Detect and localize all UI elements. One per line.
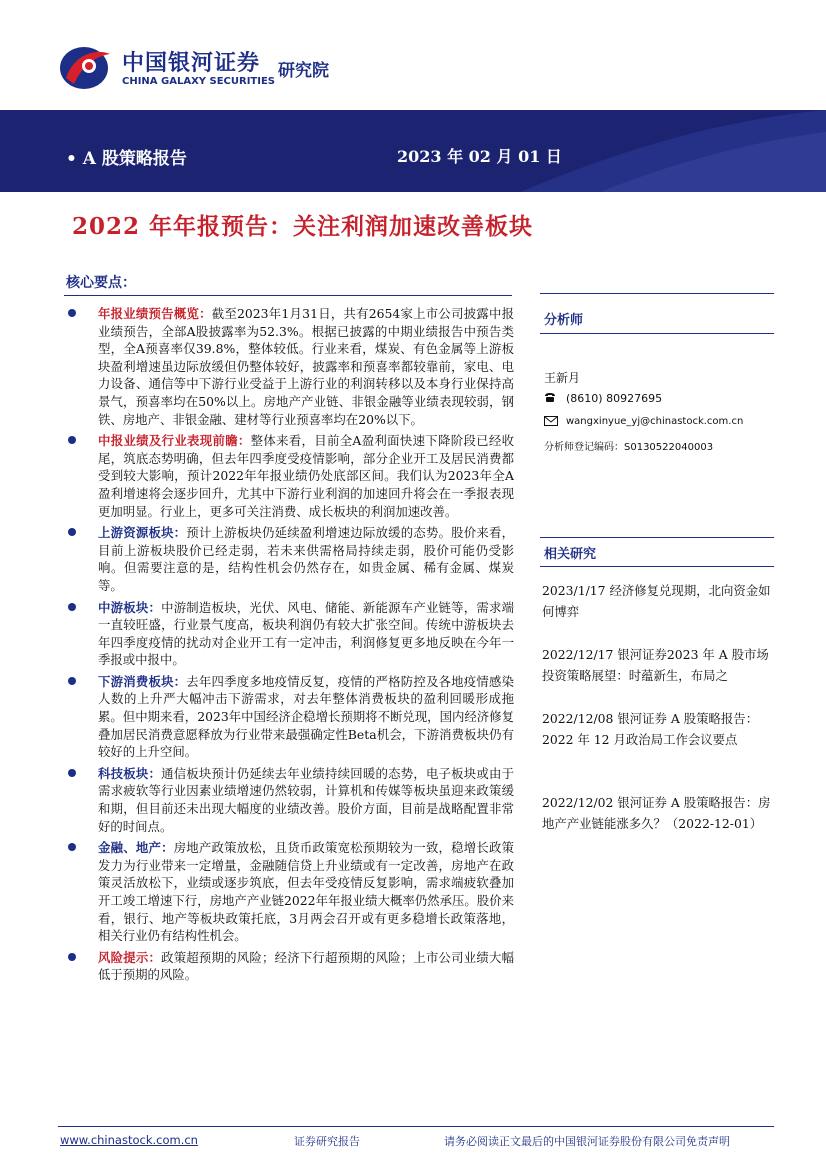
divider xyxy=(540,293,774,294)
email-icon xyxy=(544,416,558,426)
bullet-text: 房地产政策放松，且货币政策宽松预期较为一致，稳增长政策发力为行业带来一定增量，金融随信贷上升业绩或有一定改善，房地产在政策灵活放松下，业绩或逐步筑底，但去年受疫情反复影响，需求端疲软叠加开工竣工增速下行，房地产产业链2022年年报业绩大概率仍然承压。股价来看，银行、地产等板块政策托底，3月两会召开或有更多稳增长政策落地，相关行业仍有结构性机会。 xyxy=(98,840,515,944)
related-research-heading: 相关研究 xyxy=(544,547,597,562)
divider xyxy=(64,295,512,296)
bullet-icon xyxy=(68,677,76,685)
bullet-heading: 中报业绩及行业表现前瞻： xyxy=(98,433,251,449)
divider xyxy=(540,333,774,334)
bullet-text: 中游制造板块，光伏、风电、储能、新能源车产业链等，需求端一直较旺盛，行业景气度高，板块利润仍有较大扩张空间。传统中游板块去年四季度疫情的扰动对企业开工有一定冲击，利润修复更多地反映在今年一季报或中报中。 xyxy=(98,599,515,668)
report-date: 2023 年 02 月 01 日 xyxy=(397,147,562,166)
bullet-icon xyxy=(68,843,76,851)
bullet-heading: 科技板块： xyxy=(98,765,162,781)
bullet-text: 去年四季度多地疫情反复，疫情的严格防控及各地疫情感染人数的上升严大幅冲击下游需求，对去年整体消费板块的盈利回暖形成拖累。但中期来看，2023年中国经济企稳增长预期将不断兑现，国内经济修复叠加居民消费意愿释放为行业带来最强确定性Beta机会，下游消费板块仍有较好的上升空间。 xyxy=(98,673,515,760)
bullet-text: 预计上游板块仍延续盈利增速边际放缓的态势。股价来看，目前上游板块股价已经走弱，若未来供需格局持续走弱，股价可能仍受影响。但需要注意的是，结构性机会仍然存在，如贵金属、稀有金属、煤炭等。 xyxy=(98,525,515,593)
footer-divider xyxy=(58,1126,774,1127)
list-item xyxy=(62,524,514,594)
bullet-text: 政策超预期的风险；经济下行超预期的风险；上市公司业绩大幅低于预期的风险。 xyxy=(98,949,515,983)
footer-link[interactable]: www.chinastock.com.cn xyxy=(60,1133,198,1147)
bullet-heading: 下游消费板块： xyxy=(98,673,187,689)
list-item xyxy=(62,673,514,761)
list-item xyxy=(62,305,514,428)
related-item[interactable]: 2022/12/08 银河证券 A 股策略报告：2022 年 12 月政治局工作会议要点 xyxy=(542,711,759,747)
bullet-heading: 风险提示： xyxy=(98,949,162,965)
divider xyxy=(540,537,774,538)
list-item xyxy=(62,949,514,984)
list-item xyxy=(62,432,514,520)
galaxy-logo-icon xyxy=(56,40,114,92)
analyst-name: 王新月 xyxy=(544,371,581,385)
logo-text-cn: 中国银河证券 xyxy=(122,51,261,76)
analyst-reg-code: 分析师登记编码：S0130522040003 xyxy=(544,442,714,453)
bullet-heading: 上游资源板块： xyxy=(98,525,187,541)
divider xyxy=(540,566,774,567)
analyst-heading: 分析师 xyxy=(544,313,584,328)
bullet-icon xyxy=(68,309,76,317)
bullet-text: 通信板块预计仍延续去年业绩持续回暖的态势，电子板块或由于需求疲软等行业因素业绩增速仍然较弱，计算机和传媒等板块虽迎来政策缓和期，但目前还未出现大幅度的业绩改善。股价方面，目前是战略配置非常好的时间点。 xyxy=(98,765,515,834)
core-points-list xyxy=(62,305,514,988)
bullet-icon xyxy=(68,769,76,777)
related-item[interactable]: 2022/12/17 银河证券2023 年 A 股市场投资策略展望：时蕴新生，布局之 xyxy=(542,647,769,683)
list-item xyxy=(62,599,514,669)
logo-institute: 研究院 xyxy=(278,61,329,81)
logo-text-en: CHINA GALAXY SECURITIES xyxy=(122,76,275,87)
list-item xyxy=(62,839,514,945)
core-points-heading: 核心要点： xyxy=(66,275,136,291)
related-item[interactable]: 2022/12/02 银河证券 A 股策略报告：房地产产业链能涨多久？（2022-12-01） xyxy=(542,795,771,831)
footer-label: 证券研究报告 xyxy=(294,1135,360,1148)
footer-disclaimer: 请务必阅读正文最后的中国银河证券股份有限公司免责声明 xyxy=(444,1135,730,1148)
bullet-text: 整体来看，目前全A盈利面快速下降阶段已经收尾，筑底态势明确，但去年四季度受疫情影响，部分企业开工及居民消费都受到较大影响，预计2022年年报业绩仍处底部区间。我们认为2023年全A盈利增速将会逐步回升，尤其中下游行业利润的加速回升将会在一季报表现更加明显。行业上，更多可关注消费、成长板块的利润加速改善。 xyxy=(98,433,515,519)
related-item[interactable]: 2023/1/17 经济修复兑现期，北向资金如何博弈 xyxy=(542,583,771,619)
report-type: • A 股策略报告 xyxy=(66,149,187,169)
bullet-heading: 金融、地产： xyxy=(98,840,174,856)
bullet-icon xyxy=(68,528,76,536)
analyst-email[interactable]: wangxinyue_yj@chinastock.com.cn xyxy=(566,416,744,427)
list-item xyxy=(62,765,514,835)
analyst-phone: (8610) 80927695 xyxy=(566,392,663,405)
bullet-icon xyxy=(68,603,76,611)
bullet-icon xyxy=(68,953,76,961)
phone-icon xyxy=(544,393,556,403)
bullet-icon xyxy=(68,436,76,444)
bullet-text: 截至2023年1月31日，共有2654家上市公司披露中报业绩预告，全部A股披露率为52.3%。根据已披露的中期业绩报告中预告类型，全A预喜率仅39.8%，整体较低。行业来看，煤炭、有色金属等上游板块盈利增速虽边际放缓但仍整体较好，披露率和预喜率都较靠前，家电、电力设备、通信等中下游行业受益于上游行业的利润转移以及本身行业保持高景气，预喜率均在50%以上。房地产产业链、非银金融等业绩表现较弱，钢铁、房地产、非银金融、建材等行业预喜率均在20%以下。 xyxy=(98,306,515,427)
bullet-heading: 年报业绩预告概览： xyxy=(98,306,212,321)
page-title: 2022 年年报预告：关注利润加速改善板块 xyxy=(72,213,534,240)
bullet-heading: 中游板块： xyxy=(98,599,162,615)
